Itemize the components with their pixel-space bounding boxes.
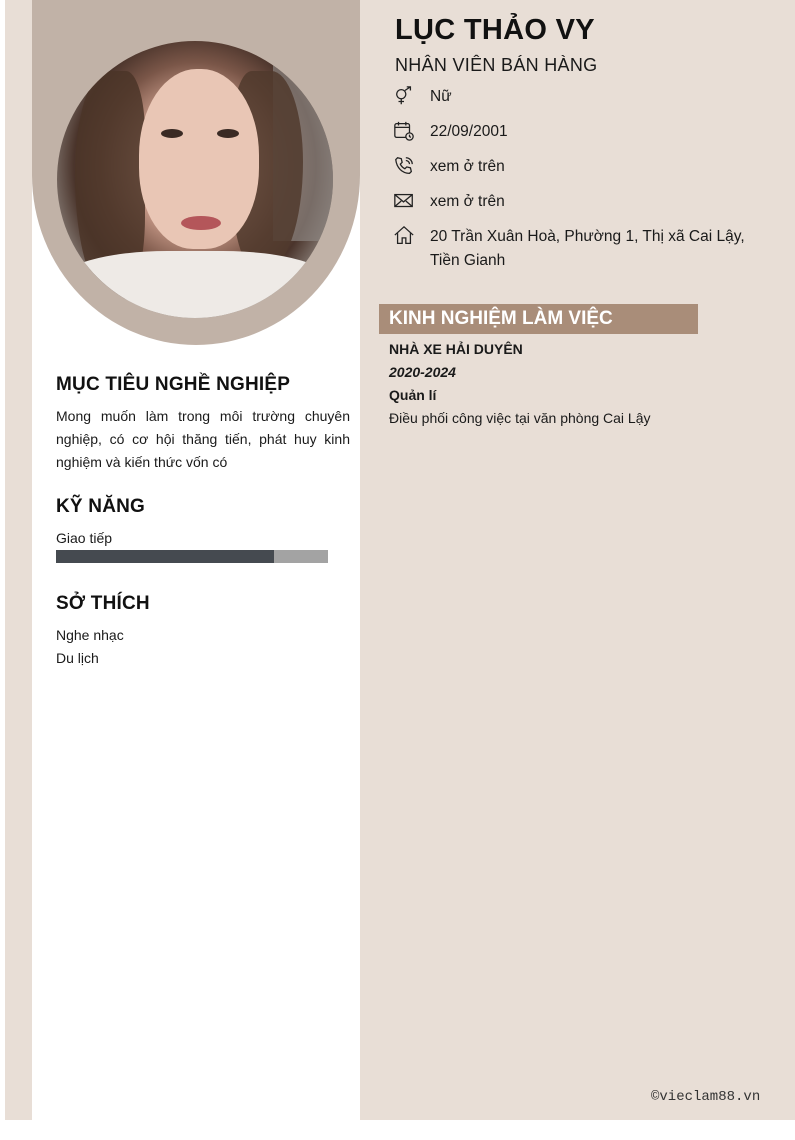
objective-title: MỤC TIÊU NGHỀ NGHIỆP bbox=[56, 374, 291, 395]
photo-frame bbox=[32, 0, 360, 345]
contact-address-value: 20 Trần Xuân Hoà, Phường 1, Thị xã Cai Lậy, Tiền Gianh bbox=[430, 228, 745, 269]
home-icon bbox=[393, 225, 415, 247]
experience-period: 2020-2024 bbox=[389, 364, 456, 380]
contact-email-value: xem ở trên bbox=[430, 193, 505, 210]
left-column bbox=[32, 0, 360, 1120]
phone-icon bbox=[393, 155, 415, 177]
skills-title: KỸ NĂNG bbox=[56, 496, 146, 517]
left-strip bbox=[5, 0, 32, 1120]
hobbies-title: SỞ THÍCH bbox=[56, 593, 150, 614]
gender-icon bbox=[393, 85, 415, 107]
job-title: NHÂN VIÊN BÁN HÀNG bbox=[395, 55, 598, 75]
skill-name: Giao tiếp bbox=[56, 530, 113, 546]
experience-title: KINH NGHIỆM LÀM VIỆC bbox=[379, 304, 698, 334]
experience-company: NHÀ XE HẢI DUYÊN bbox=[389, 341, 523, 357]
contact-gender-value: Nữ bbox=[430, 88, 452, 105]
calendar-icon bbox=[393, 120, 415, 142]
contact-phone-value: xem ở trên bbox=[430, 158, 505, 175]
hobby-item: Nghe nhạc bbox=[56, 627, 124, 643]
watermark: ©vieclam88.vn bbox=[651, 1089, 761, 1105]
objective-text: Mong muốn làm trong môi trường chuyên nghiệp, có cơ hội thăng tiến, phát huy kinh nghiệm và kiến thức vốn có bbox=[56, 408, 350, 470]
profile-photo bbox=[57, 41, 333, 318]
experience-description: Điều phối công việc tại văn phòng Cai Lậy bbox=[389, 410, 651, 426]
contact-birthday-value: 22/09/2001 bbox=[430, 123, 508, 140]
candidate-name: LỤC THẢO VY bbox=[395, 14, 595, 46]
mail-icon bbox=[393, 190, 415, 212]
hobby-item: Du lịch bbox=[56, 650, 99, 666]
skill-bar bbox=[56, 550, 328, 563]
skill-bar-fill bbox=[56, 550, 274, 563]
experience-role: Quản lí bbox=[389, 387, 437, 403]
